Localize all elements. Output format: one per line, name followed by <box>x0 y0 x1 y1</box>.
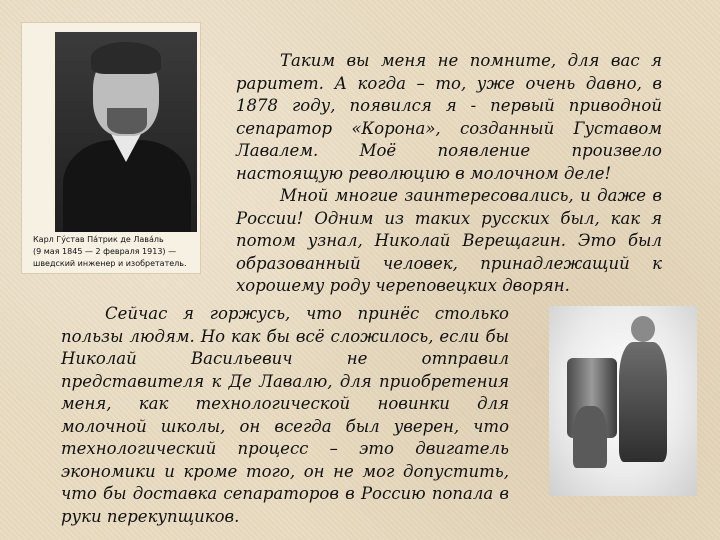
paragraph-russia: Мной многие заинтересовались, и даже в России! Одним из таких русских был, как я потом узнал, Николай Верещагин. Это был образованный человек, принадлежащий к хорошему роду череповецких дворян. <box>236 186 662 295</box>
separator-illustration <box>549 306 697 496</box>
paragraph-pride: Сейчас я горжусь, что принёс столько пользы людям. Но как бы всё сложилось, если бы Николай Васильевич не отправил представителя к Де Лавалю, для приобретения меня, как технологической новинки для молочной школы, он всегда был уверен, что технологический процесс – это двигатель экономики и кроме того, он не мог допустить, что бы доставка сепараторов в Россию попала в руки перекупщиков. <box>61 304 509 526</box>
portrait-hair <box>91 42 161 74</box>
portrait-card <box>22 23 200 273</box>
caption-line-3: шведский инженер и изобретатель. <box>33 259 187 268</box>
illustration-child <box>573 406 607 468</box>
illustration-girl-head <box>631 316 655 342</box>
portrait-photo <box>55 32 197 232</box>
paragraph-rarity: Таким вы меня не помните, для вас я раритет. А когда – то, уже очень давно, в 1878 году, появился я - первый приводной сепаратор «Корона», созданный Густавом Лавалем. Моё появление произвело настоящую революцию в молочном деле! <box>236 51 662 183</box>
portrait-caption <box>33 234 193 270</box>
caption-line-2: (9 мая 1845 — 2 февраля 1913) — <box>33 247 177 256</box>
caption-line-1: Карл Гу́став Па́трик де Лава́ль <box>33 235 164 244</box>
story-block-top <box>236 50 662 298</box>
portrait-beard <box>107 108 147 134</box>
illustration-girl-body <box>619 342 667 462</box>
